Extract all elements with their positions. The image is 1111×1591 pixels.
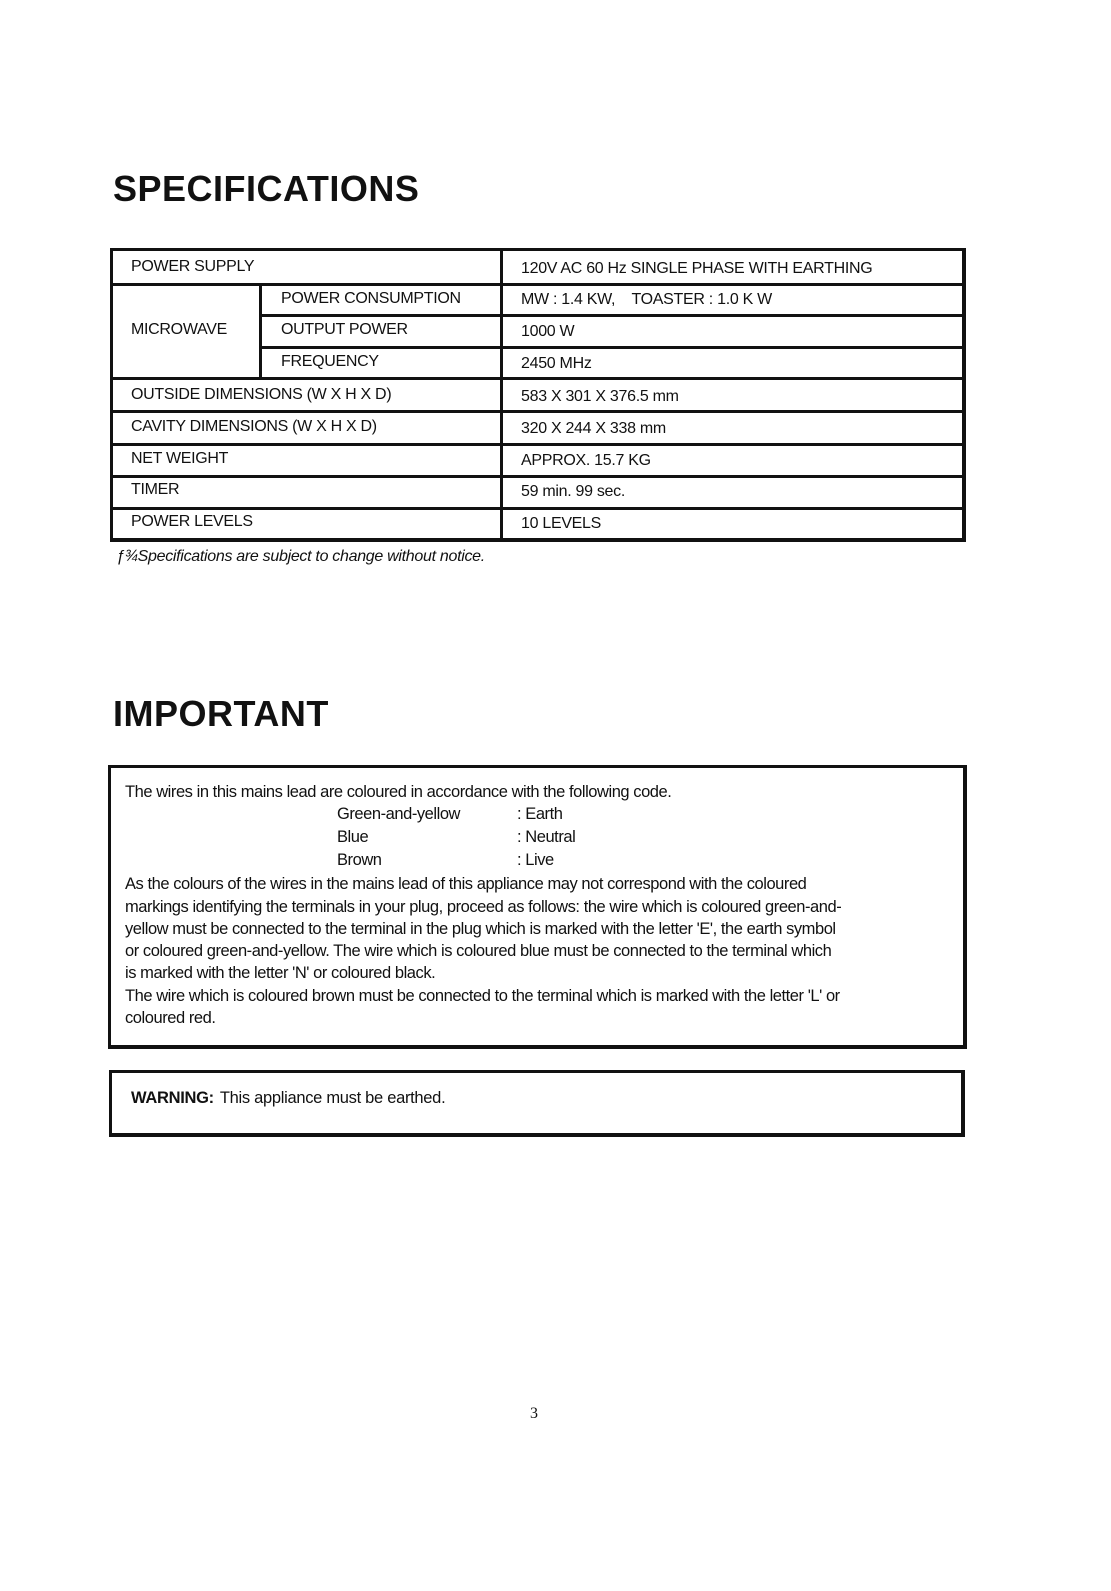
table-divider	[112, 507, 964, 510]
cavity-dimensions-label: CAVITY DIMENSIONS (W X H X D)	[131, 418, 377, 435]
outside-dimensions-label: OUTSIDE DIMENSIONS (W X H X D)	[131, 386, 392, 403]
table-divider	[112, 475, 964, 478]
net-weight-value: APPROX. 15.7 KG	[521, 452, 651, 469]
timer-label: TIMER	[131, 481, 180, 498]
table-divider	[500, 250, 503, 540]
important-title: IMPORTANT	[113, 693, 329, 734]
power-consumption-value: MW : 1.4 KW, TOASTER : 1.0 K W	[521, 291, 772, 308]
warning-text: This appliance must be earthed.	[219, 1089, 446, 1107]
power-levels-value: 10 LEVELS	[521, 515, 602, 532]
important-paragraph-line: or coloured green-and-yellow. The wire which is coloured blue must be connected to the terminal which	[125, 942, 832, 960]
net-weight-label: NET WEIGHT	[131, 450, 229, 467]
power-supply-label: POWER SUPPLY	[131, 258, 255, 275]
warning-label: WARNING:	[131, 1089, 214, 1107]
frequency-label: FREQUENCY	[281, 353, 379, 370]
important-paragraph-line: coloured red.	[125, 1009, 216, 1027]
code-colour: Brown	[337, 851, 382, 869]
table-divider	[112, 283, 964, 286]
specifications-note: ƒ¾Specifications are subject to change without notice.	[116, 548, 485, 565]
table-divider	[112, 377, 964, 380]
important-paragraph-line: The wire which is coloured brown must be connected to the terminal which is marked with the letter 'L' or	[125, 987, 840, 1005]
cavity-dimensions-value: 320 X 244 X 338 mm	[521, 420, 666, 437]
code-colour: Green-and-yellow	[337, 805, 461, 823]
code-meaning: : Earth	[517, 805, 563, 823]
power-consumption-label: POWER CONSUMPTION	[281, 290, 461, 307]
code-meaning: : Neutral	[517, 828, 576, 846]
important-paragraph-line: markings identifying the terminals in your plug, proceed as follows: the wire which is coloured green-and-	[125, 898, 842, 916]
code-meaning: : Live	[517, 851, 554, 869]
specifications-title: SPECIFICATIONS	[113, 168, 420, 209]
timer-value: 59 min. 99 sec.	[521, 483, 626, 500]
important-paragraph-line: As the colours of the wires in the mains lead of this appliance may not correspond with the coloured	[125, 875, 807, 893]
table-divider	[259, 284, 262, 378]
microwave-label: MICROWAVE	[131, 321, 227, 338]
power-levels-label: POWER LEVELS	[131, 513, 253, 530]
warning-message	[131, 1089, 445, 1108]
table-divider	[260, 314, 964, 317]
code-colour: Blue	[337, 828, 369, 846]
power-supply-value: 120V AC 60 Hz SINGLE PHASE WITH EARTHING	[521, 260, 873, 277]
frequency-value: 2450 MHz	[521, 355, 592, 372]
outside-dimensions-value: 583 X 301 X 376.5 mm	[521, 388, 679, 405]
table-divider	[260, 346, 964, 349]
output-power-value: 1000 W	[521, 323, 575, 340]
important-intro: The wires in this mains lead are coloured in accordance with the following code.	[125, 783, 672, 801]
important-paragraph-line: is marked with the letter 'N' or coloured black.	[125, 964, 436, 982]
table-divider	[112, 410, 964, 413]
page-number: 3	[530, 1405, 538, 1422]
important-paragraph-line: yellow must be connected to the terminal in the plug which is marked with the letter 'E', the earth symbol	[125, 920, 836, 938]
output-power-label: OUTPUT POWER	[281, 321, 408, 338]
table-divider	[112, 443, 964, 446]
